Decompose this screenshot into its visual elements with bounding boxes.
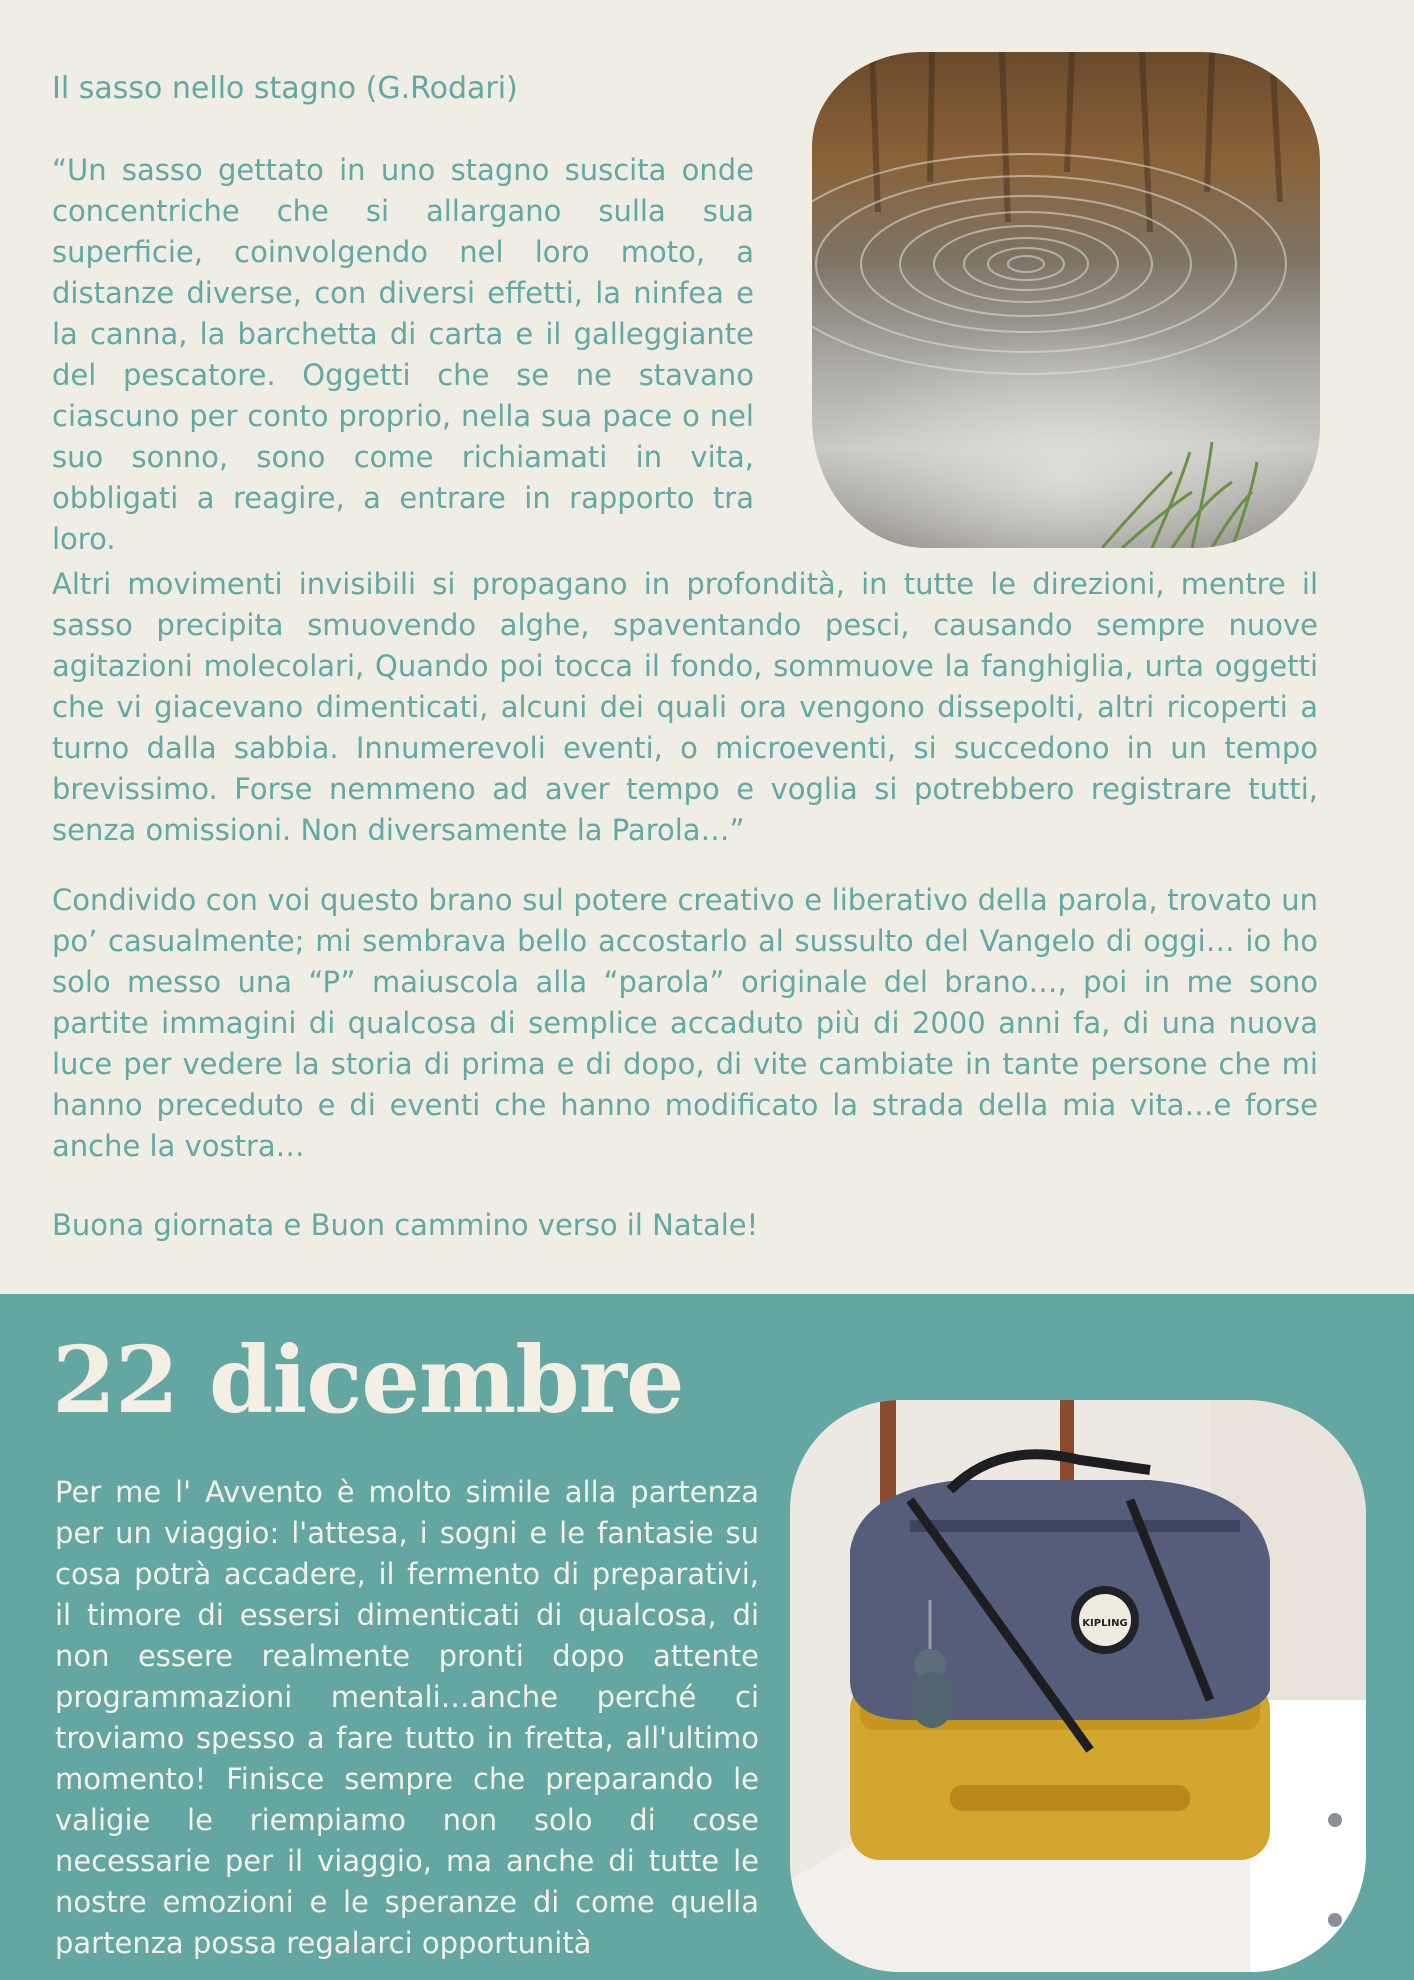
poem-title: Il sasso nello stagno (G.Rodari) <box>52 71 518 106</box>
reflection-paragraph: Condivido con voi questo brano sul potere creativo e liberativo della parola, trovato un po’ casualmente; mi sembrava bello accostarlo al sussulto del Vangelo di oggi… io ho solo messo una “P” maiuscola alla “parola” originale del brano…, poi in me sono partite immagini di qualcosa di semplice accaduto più di 2000 anni fa, di una nuova luce per vedere la storia di prima e di dopo, di vite cambiate in tante persone che mi hanno preceduto e di eventi che hanno modificato la strada della mia vita…e forse anche la vostra… <box>52 883 1318 1163</box>
closing-greeting: Buona giornata e Buon cammino verso il Natale! <box>52 1208 759 1242</box>
kipling-logo: KIPLING <box>1082 1618 1128 1629</box>
advent-paragraph: Per me l' Avvento è molto simile alla partenza per un viaggio: l'attesa, i sogni e le fantasie su cosa potrà accadere, il fermento di preparativi, il timore di essersi dimenticati di qualcosa, di non essere realmente pronti dopo attente programmazioni mentali…anche perché ci troviamo spesso a fare tutto in fretta, all'ultimo momento! Finisce sempre che preparando le valigie le riempiamo non solo di cose necessarie per il viaggio, ma anche di tutte le nostre emozioni e le speranze di come quella partenza possa regalarci opportunità <box>55 1475 759 1960</box>
pond-ripples-photo <box>812 52 1320 548</box>
poem-paragraph-2: Altri movimenti invisibili si propagano in profondità, in tutte le direzioni, mentre il sasso precipita smuovendo alghe, spaventando pesci, causando sempre nuove agitazioni molecolari, Quando poi tocca il fondo, sommuove la fanghiglia, urta oggetti che vi giacevano dimenticati, alcuni dei quali ora vengono dissepolti, altri ricoperti a turno dalla sabbia. Innumerevoli eventi, o microeventi, si succedono in un tempo brevissimo. Forse nemmeno ad aver tempo e voglia si potrebbero registrare tutti, senza omissioni. Non diversamente la Parola…” <box>52 567 1318 847</box>
luggage-photo <box>790 1400 1366 1972</box>
poem-paragraph-1: “Un sasso gettato in uno stagno suscita onde concentriche che si allargano sulla sua superficie, coinvolgendo nel loro moto, a distanze diverse, con diversi effetti, la ninfea e la canna, la barchetta di carta e il galleggiante del pescatore. Oggetti che se ne stavano ciascuno per conto proprio, nella sua pace o nel suo sonno, sono come richiamati in vita, obbligati a reagire, a entrare in rapporto tra loro. <box>52 153 754 556</box>
date-heading: 22 dicembre <box>52 1326 684 1434</box>
